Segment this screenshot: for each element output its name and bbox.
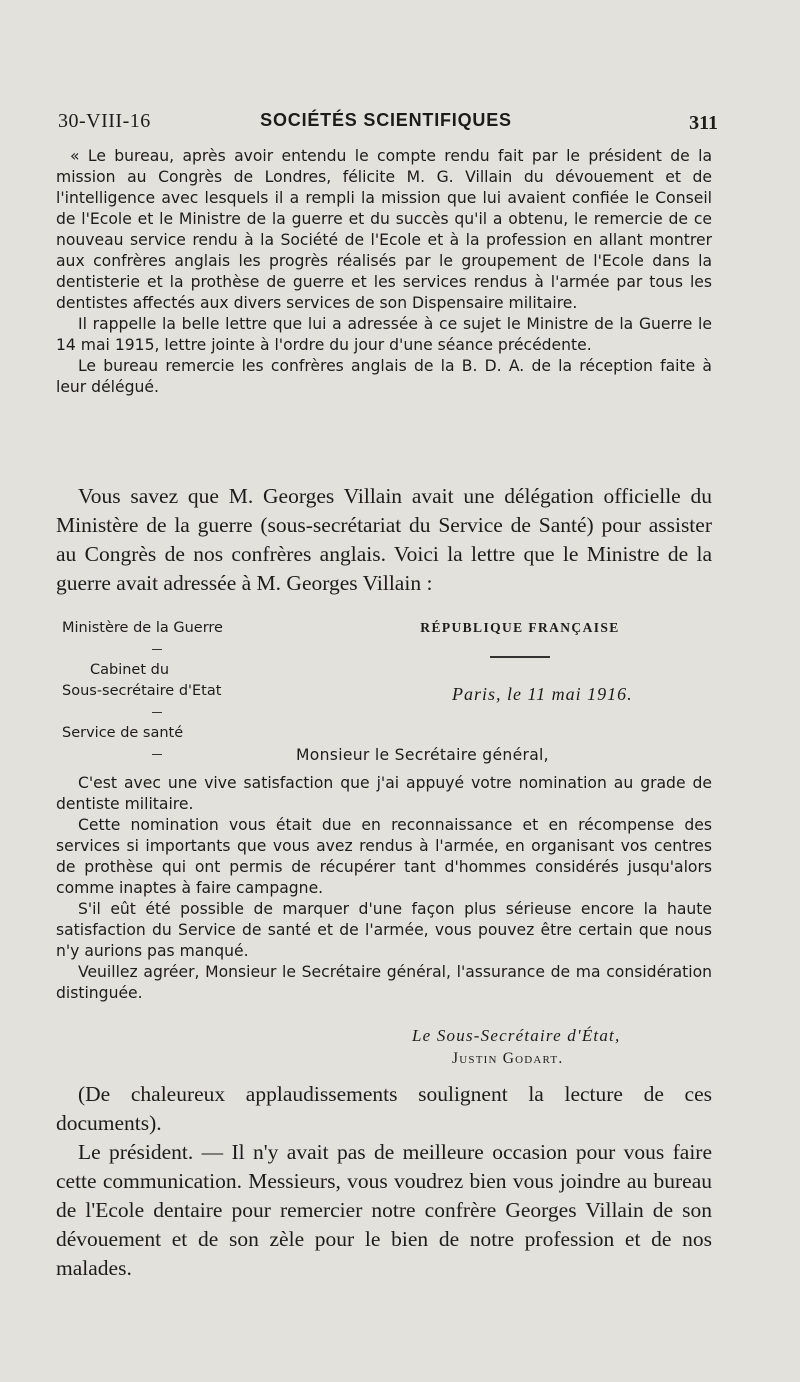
bureau-resolution (56, 146, 712, 398)
paragraph: C'est avec une vive satisfaction que j'ai appuyé votre nomination au grade de dentiste militaire. (56, 774, 712, 813)
page-number: 311 (689, 112, 718, 134)
paragraph: S'il eût été possible de marquer d'une façon plus sérieuse encore la haute satisfaction du Service de santé et de l'armée, vous pouvez être certain que nous n'y aurions pas manqué. (56, 900, 712, 960)
republic-label: RÉPUBLIQUE FRANÇAISE (420, 620, 620, 635)
paragraph: Il rappelle la belle lettre que lui a adressée à ce sujet le Ministre de la Guerre le 14 mai 1915, lettre jointe à l'ordre du jour d'une séance précédente. (56, 315, 712, 354)
cabinet-label: Cabinet du (90, 662, 170, 678)
paragraph: Vous savez que M. Georges Villain avait une délégation officielle du Ministère de la guerre (sous-secrétariat du Service de Santé) pour assister au Congrès de nos confrères anglais. Voici la lettre que le Ministre de la guerre avait adressée à M. Georges Villain : (56, 484, 712, 595)
paragraph: (De chaleureux applaudissements soulignent la lecture de ces documents). (56, 1082, 712, 1135)
letterhead-republic (390, 620, 650, 658)
paragraph: Cette nomination vous était due en reconnaissance et en récompense des services si importants que vous avez rendus à l'armée, en organisant vos centres de prothèse qui ont permis de récupérer tant d'hommes considérés jusqu'alors comme inaptes à faire campagne. (56, 816, 712, 897)
ministry-name: Ministère de la Guerre (62, 620, 223, 636)
divider (152, 754, 162, 755)
header-date: 30-VIII-16 (58, 110, 151, 132)
paragraph: Veuillez agréer, Monsieur le Secrétaire général, l'assurance de ma considération distinguée. (56, 963, 712, 1002)
letterhead-ministry (62, 618, 262, 765)
letter-date: Paris, le 11 mai 1916. (452, 684, 633, 704)
signature-name: Justin Godart. (452, 1050, 564, 1067)
divider (152, 649, 162, 650)
divider (152, 712, 162, 713)
paragraph: Le président. — Il n'y avait pas de meilleure occasion pour vous faire cette communication. Messieurs, vous voudrez bien vous joindre au bureau de l'Ecole dentaire pour remercier notre confrère Georges Villain de son dévouement et de son zèle pour le bien de notre profession et de nos malades. (56, 1140, 712, 1280)
intro-paragraph-block (56, 482, 712, 598)
paragraph: Le bureau remercie les confrères anglais de la B. D. A. de la réception faite à leur délégué. (56, 357, 712, 396)
running-header (58, 110, 718, 140)
sous-secretaire-label: Sous-secrétaire d'Etat (62, 683, 222, 699)
signature-title: Le Sous-Secrétaire d'État, (412, 1026, 621, 1045)
service-label: Service de santé (62, 725, 184, 741)
header-title: SOCIÉTÉS SCIENTIFIQUES (260, 110, 512, 130)
divider (490, 656, 550, 658)
letter-body (56, 773, 712, 1004)
letter-salutation: Monsieur le Secrétaire général, (296, 746, 549, 764)
closing-block (56, 1080, 712, 1283)
paragraph: « Le bureau, après avoir entendu le compte rendu fait par le président de la mission au Congrès de Londres, félicite M. G. Villain du dévouement et de l'intelligence avec lesquels il a rempli la mission que lui avaient confiée le Conseil de l'Ecole et le Ministre de la guerre et du succès qu'il a obtenu, le remercie de ce nouveau service rendu à la Société de l'Ecole et à la profession en allant montrer aux confrères anglais les progrès réalisés par le groupement de l'Ecole dans la dentisterie et la prothèse de guerre et les services rendus à l'armée par tous les dentistes affectés aux divers services de son Dispensaire militaire. (56, 147, 712, 312)
